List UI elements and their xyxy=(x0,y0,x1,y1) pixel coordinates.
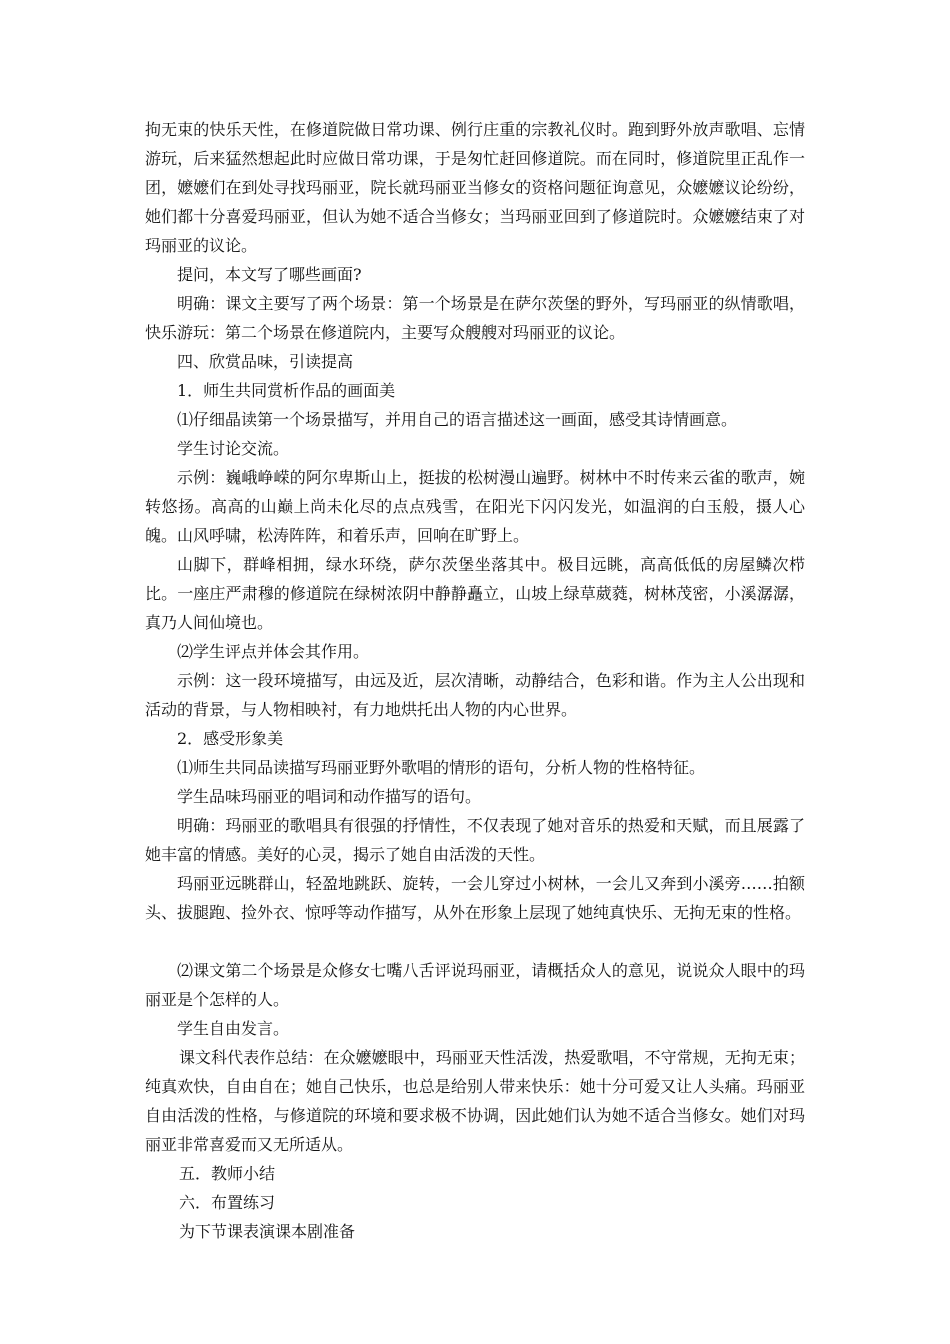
paragraph-homework: 为下节课表演课本剧准备 xyxy=(179,1222,356,1241)
paragraph-task-2: ⑵学生评点并体会其作用。 xyxy=(177,642,370,661)
paragraph-example-alps: 示例：巍峨峥嵘的阿尔卑斯山上，挺拔的松树漫山遍野。树林中不时传来云雀的歌声，婉转悠扬。高高的山巅上尚未化尽的点点残雪，在阳光下闪闪发光，如温润的白玉般，摄人心魄。山风呼啸，松涛阵阵，和着乐声，回响在旷野上。 xyxy=(145,468,805,545)
paragraph-question: 提问，本文写了哪些画面? xyxy=(177,265,362,284)
paragraph-summary: 课文科代表作总结：在众嬷嬷眼中，玛丽亚天性活泼，热爱歌唱，不守常规，无拘无束；纯真欢快，自由自在；她自己快乐，也总是给别人带来快乐：她十分可爱又让人头痛。玛丽亚自由活泼的性格，与修道院的环境和要求极不协调，因此她们认为她不适合当修女。她们对玛丽亚非常喜爱而又无所适从。 xyxy=(145,1048,805,1154)
paragraph-answer-singing: 明确：玛丽亚的歌唱具有很强的抒情性，不仅表现了她对音乐的热爱和天赋，而且展露了她丰富的情感。美好的心灵，揭示了她自由活泼的天性。 xyxy=(145,816,805,864)
paragraph-story-summary: 拘无束的快乐天性，在修道院做日常功课、例行庄重的宗教礼仪时。跑到野外放声歌唱、忘情游玩，后来猛然想起此时应做日常功课，于是匆忙赶回修道院。而在同时，修道院里正乱作一团，嬷嬷们在到处寻找玛丽亚，院长就玛丽亚当修女的资格问题征询意见，众嬷嬷议论纷纷，她们都十分喜爱玛丽亚，但认为她不适合当修女；当玛丽亚回到了修道院时。众嬷嬷结束了对玛丽亚的议论。 xyxy=(145,120,805,255)
section-heading-5: 五．教师小结 xyxy=(179,1164,276,1183)
paragraph-student-taste: 学生品味玛丽亚的唱词和动作描写的语句。 xyxy=(177,787,482,806)
paragraph-example-foothills: 山脚下，群峰相拥，绿水环绕，萨尔茨堡坐落其中。极目远眺，高高低低的房屋鳞次栉比。一座庄严肃穆的修道院在绿树浓阴中静静矗立，山坡上绿草葳蕤，树林茂密，小溪潺潺，真乃人间仙境也。 xyxy=(145,555,805,632)
section-heading-6: 六．布置练习 xyxy=(179,1193,276,1212)
paragraph-example-setting: 示例：这一段环境描写，由远及近，层次清晰，动静结合，色彩和谐。作为主人公出现和活动的背景，与人物相映衬，有力地烘托出人物的内心世界。 xyxy=(145,671,805,719)
paragraph-task-4: ⑵课文第二个场景是众修女七嘴八舌评说玛丽亚，请概括众人的意见，说说众人眼中的玛丽亚是个怎样的人。 xyxy=(145,961,805,1009)
paragraph-task-1: ⑴仔细晶读第一个场景描写，并用自己的语言描述这一画面，感受其诗情画意。 xyxy=(177,410,738,429)
paragraph-task-3: ⑴师生共同品读描写玛丽亚野外歌唱的情形的语句，分析人物的性格特征。 xyxy=(177,758,706,777)
subheading-image-beauty: 2．感受形象美 xyxy=(177,729,284,748)
section-heading-4: 四、欣赏品味，引读提高 xyxy=(177,352,354,371)
paragraph-discussion: 学生讨论交流。 xyxy=(177,439,290,458)
paragraph-answer-scenes: 明确：课文主要写了两个场景：第一个场景是在萨尔茨堡的野外，写玛丽亚的纵情歌唱，快乐游玩：第二个场景在修道院内，主要写众艘艘对玛丽亚的议论。 xyxy=(145,294,805,342)
paragraph-free-speech: 学生自由发言。 xyxy=(177,1019,290,1038)
subheading-picture-beauty: 1．师生共同赏析作品的画面美 xyxy=(177,381,396,400)
paragraph-maria-actions: 玛丽亚远眺群山，轻盈地跳跃、旋转，一会儿穿过小树林，一会儿又奔到小溪旁……拍额头、拔腿跑、捡外衣、惊呼等动作描写，从外在形象上层现了她纯真快乐、无拘无束的性格。 xyxy=(145,874,805,922)
